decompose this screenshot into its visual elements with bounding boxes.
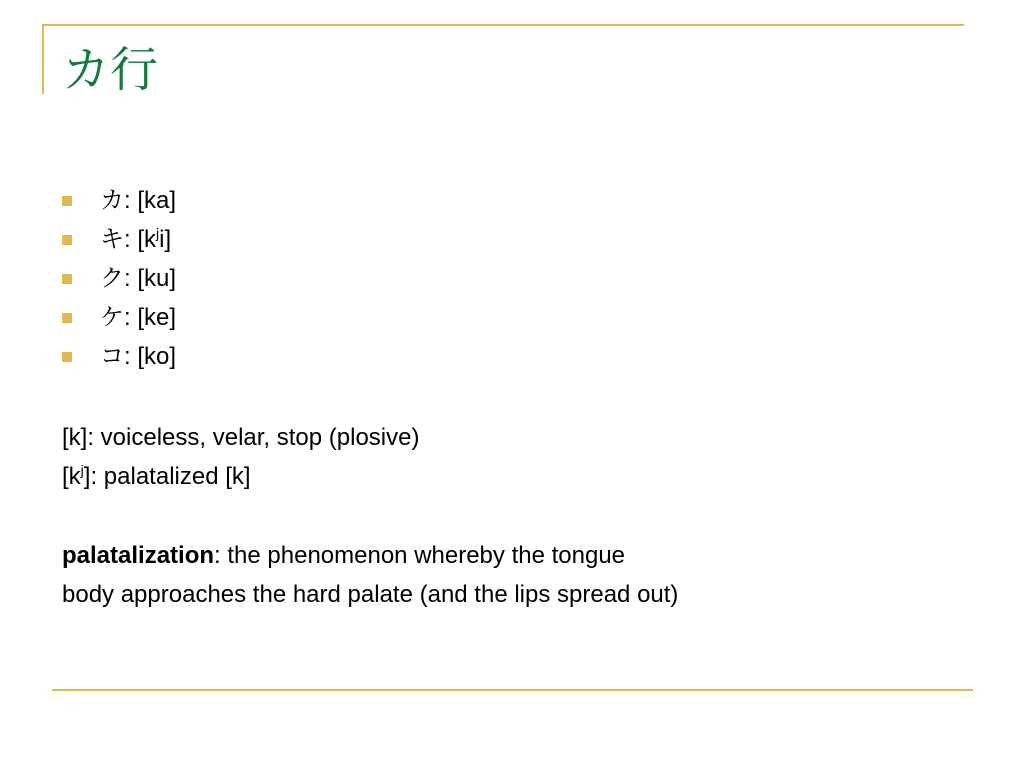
definition-term: palatalization — [62, 542, 215, 569]
definition-paragraph — [62, 536, 678, 614]
square-bullet-icon — [62, 196, 72, 206]
definition-line-1 — [62, 536, 678, 575]
separator: : — [124, 343, 138, 370]
separator: : — [124, 187, 138, 214]
kana-character: ク — [100, 264, 124, 292]
ipa-palatal-superscript: j — [156, 225, 160, 241]
note-kj-description — [62, 457, 419, 496]
top-accent-rule — [42, 24, 964, 26]
bullet-item-ke — [62, 298, 176, 337]
separator: : — [124, 226, 138, 253]
ipa-transcription-end: i] — [159, 226, 172, 253]
note-kj-prefix: [k — [62, 463, 81, 490]
bullet-item-ku — [62, 259, 176, 298]
square-bullet-icon — [62, 313, 72, 323]
bullet-item-ka — [62, 181, 176, 220]
separator: : — [124, 304, 138, 331]
note-kj-suffix: ]: palatalized [k] — [83, 463, 251, 490]
ipa-transcription: [ko] — [137, 343, 177, 370]
separator: : — [124, 265, 138, 292]
kana-character: ケ — [100, 303, 124, 331]
square-bullet-icon — [62, 274, 72, 284]
bullet-item-ko — [62, 337, 176, 376]
note-k-description: [k]: voiceless, velar, stop (plosive) — [62, 424, 420, 451]
bullet-list — [62, 181, 176, 376]
kana-character: コ — [100, 342, 124, 370]
ipa-transcription: [ke] — [137, 304, 177, 331]
note-kj-superscript: j — [80, 462, 84, 478]
definition-text: : the phenomenon whereby the tongue — [214, 542, 626, 569]
ipa-transcription: [k — [137, 226, 157, 253]
left-accent-rule — [42, 24, 44, 94]
bullet-item-ki — [62, 220, 176, 259]
square-bullet-icon — [62, 235, 72, 245]
slide-title: カ行 — [62, 42, 159, 98]
ipa-transcription: [ku] — [137, 265, 177, 292]
kana-character: カ — [100, 186, 124, 214]
phonetic-notes — [62, 418, 419, 496]
kana-character: キ — [100, 225, 124, 253]
bottom-accent-rule — [52, 689, 973, 691]
square-bullet-icon — [62, 352, 72, 362]
definition-line-2: body approaches the hard palate (and the lips spread out) — [62, 581, 679, 608]
ipa-transcription: [ka] — [137, 187, 177, 214]
